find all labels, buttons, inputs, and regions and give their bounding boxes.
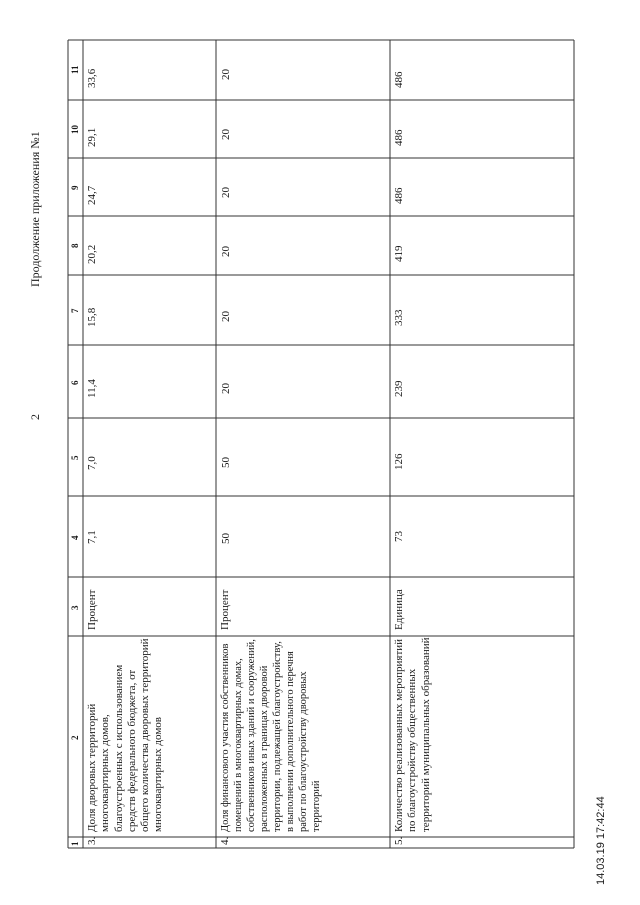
row-value: 486 xyxy=(393,187,405,204)
row-description: Доля финансового участия собственников помещений в многоквартирных домах, собственников иных зданий и сооружений, расположенных в границах дворовой территории, подлежащей благоустройству, в выполнении дополнительного перечня работ по благоустройству дворовых территорий xyxy=(220,639,322,832)
col-header-9: 9 xyxy=(70,185,80,190)
col-header-5: 5 xyxy=(70,455,80,460)
row-value: 50 xyxy=(220,457,232,468)
col-header-8: 8 xyxy=(70,243,80,248)
continuation-title: Продолжение приложения №1 xyxy=(28,131,42,287)
row-value: 20 xyxy=(220,311,232,322)
col-header-7: 7 xyxy=(70,308,80,313)
col-header-10: 10 xyxy=(70,125,80,134)
col-header-3: 3 xyxy=(70,605,80,610)
row-description: Доля дворовых территорий многоквартирных домов, благоустроенных с использованием средств федерального бюджета, от общего количества дворовых территорий многоквартирных домов xyxy=(86,638,165,832)
row-value: 20 xyxy=(220,129,232,140)
row-description: Количество реализованных мероприятий по благоустройству общественных территорий муниципальных образований xyxy=(393,637,432,832)
row-value: 20,2 xyxy=(86,244,98,264)
row-value: 33,6 xyxy=(86,68,98,88)
row-value: 20 xyxy=(220,69,232,80)
row-unit: Процент xyxy=(219,589,231,630)
row-unit: Процент xyxy=(86,589,98,630)
col-header-4: 4 xyxy=(70,535,80,540)
row-value: 29,1 xyxy=(86,127,98,147)
row-value: 15,8 xyxy=(86,307,98,327)
row-value: 419 xyxy=(393,245,405,262)
row-value: 126 xyxy=(393,453,405,470)
row-value: 7,0 xyxy=(86,456,98,470)
row-value: 239 xyxy=(393,380,405,397)
col-header-6: 6 xyxy=(70,380,80,385)
row-value: 486 xyxy=(393,71,405,88)
row-value: 7,1 xyxy=(86,530,98,544)
row-number: 4. xyxy=(219,836,231,845)
row-value: 73 xyxy=(393,531,405,542)
row-value: 11,4 xyxy=(86,379,98,398)
row-value: 50 xyxy=(220,533,232,544)
row-value: 486 xyxy=(393,129,405,146)
col-header-2: 2 xyxy=(70,735,80,740)
row-value: 333 xyxy=(393,309,405,326)
row-unit: Единица xyxy=(393,589,405,630)
page-number: 2 xyxy=(28,414,42,420)
row-number: 5. xyxy=(393,836,405,845)
col-header-11: 11 xyxy=(70,65,80,74)
row-number: 3. xyxy=(86,836,98,845)
col-header-1: 1 xyxy=(70,841,80,846)
row-value: 20 xyxy=(220,383,232,394)
row-value: 24,7 xyxy=(86,185,98,205)
row-value: 20 xyxy=(220,187,232,198)
row-value: 20 xyxy=(220,246,232,257)
footer-timestamp: 14.03.19 17:42:44 xyxy=(595,796,607,885)
